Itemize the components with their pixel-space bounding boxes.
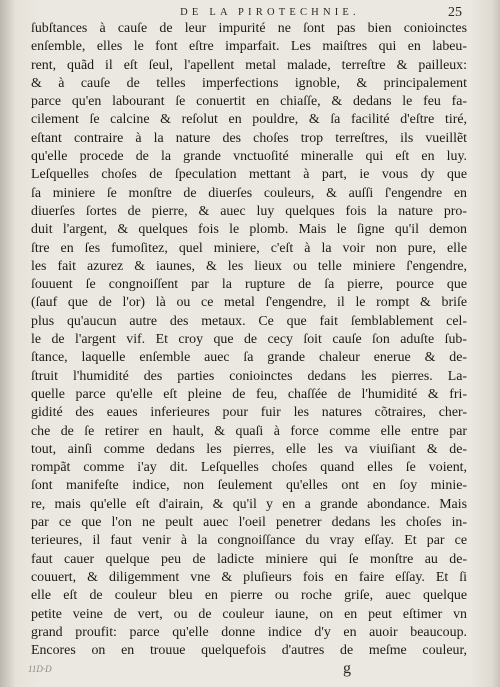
text-line: ſont manifeſte indice, non ſeulement qu'elles ont en ſoy minie- [31,478,467,494]
text-line: ſa miniere ſe monſtre de diuerſes couleurs, & auſſi ſ'engendre en [31,185,467,201]
text-line: ſouuent ſe congnoiſſent par la rupture de ſa pierre, pource que [31,277,467,293]
text-line: diuerſes ſortes de pierre, & auec luy quelques fois la nature pro- [31,203,467,219]
text-line: le de l'argent vif. Et croy que de cecy ſoit cauſe ſon aduſte ſub- [31,332,467,348]
text-line: petite veine de vert, ou de couleur iaune, on en peut eſtimer vn [31,606,467,622]
text-line: rent, quãd il eſt ſeul, l'apellent metal malade, terreſtre & pailleux: [31,57,467,73]
text-line: ſtre en ſes fumoſitez, quel miniere, c'eſt à la voir non pure, elle [31,240,467,256]
text-line: ſubſtances à cauſe de leur impurité ne ſont pas bien conioinctes [31,21,467,36]
text-line: couuert, & diligemment vne & pluſieurs fois en faire eſſay. Et ſi [31,569,467,585]
text-line: plus qu'aucun autre des metaux. Ce que fait ſemblablement cel- [31,313,467,329]
text-line: ſtance, laquelle enſemble auec ſa grande chaleur enerue & de- [31,350,467,366]
text-line: elle eſt de couleur bleu en pierre ou roche griſe, auec quelque [31,588,467,604]
text-line: enſemble, elles le font eſtre imparfait. Les maiſtres qui en labeu- [31,39,467,55]
text-line: rompãt comme i'ay dit. Leſquelles choſes quand elles ſe voient, [31,460,467,476]
body-text [31,20,467,660]
text-line: cilement ſe calcine & reſolut en pouldre, & ſa facilité d'eſtre tiré, [31,112,467,128]
page-number: 25 [448,5,462,20]
text-line: eſtant contraire à la nature des choſes trop terreſtres, ils vueillẽt [31,130,467,146]
text-line: & à cauſe de telles imperfections ignoble, & principalement [31,75,467,91]
signature-mark: g [343,660,351,677]
text-line: ſtruit l'humidité des parties conioinctes dedans les pierres. La- [31,368,467,384]
text-line: tout, ainſi comme dedans les pierres, elle les va viuiſiant & de- [31,441,467,457]
text-line: par ce que l'on ne peult auec l'oeil penetrer dedans les choſes in- [31,515,467,531]
running-title: DE LA PIROTECHNIE. [180,7,360,18]
text-line: Encores on en trouue quelquefois d'autres de meſme couleur, [31,643,467,659]
text-line: grand proufit: parce qu'elle donne indice d'y en auoir beaucoup. [31,624,467,640]
text-line: faut cauer quelque peu de ladicte miniere qui ſe monſtre au de- [31,551,467,567]
text-line: che de ſe retirer en hault, & quaſi à force comme elle entre par [31,423,467,439]
text-line: quelle parce qu'elle eſt pleine de feu, chaſſée de l'humidité & fri- [31,386,467,402]
text-line: qu'elle procede de la grande vnctuoſité mineralle qui eſt en luy. [31,149,467,165]
text-line: Leſquelles choſes de ſpeculation mettant à part, ie vous dy que [31,167,467,183]
margin-note: 11D·D [28,664,52,674]
text-line: parce qu'en labourant ſe conuertit en chiaſſe, & dedans le feu fa- [31,94,467,110]
text-line: (ſauf que de l'or) là ou ce metal ſ'engendre, il le rompt & briſe [31,295,467,311]
text-line: les fait azurez & iaunes, & les lieux ou telle miniere ſ'engendre, [31,258,467,274]
text-line: gidité des eaues inferieures pour fuir les natures cõtraires, cher- [31,405,467,421]
text-line: terieures, il faut venir à la congnoiſſance du vray eſſay. Et par ce [31,533,467,549]
text-line: re, mais qu'elle eſt d'airain, & qu'il y en a grande abondance. Mais [31,496,467,512]
text-line: duit l'argent, & quelques fois le plomb. Mais le ſigne qu'il demon [31,222,467,238]
